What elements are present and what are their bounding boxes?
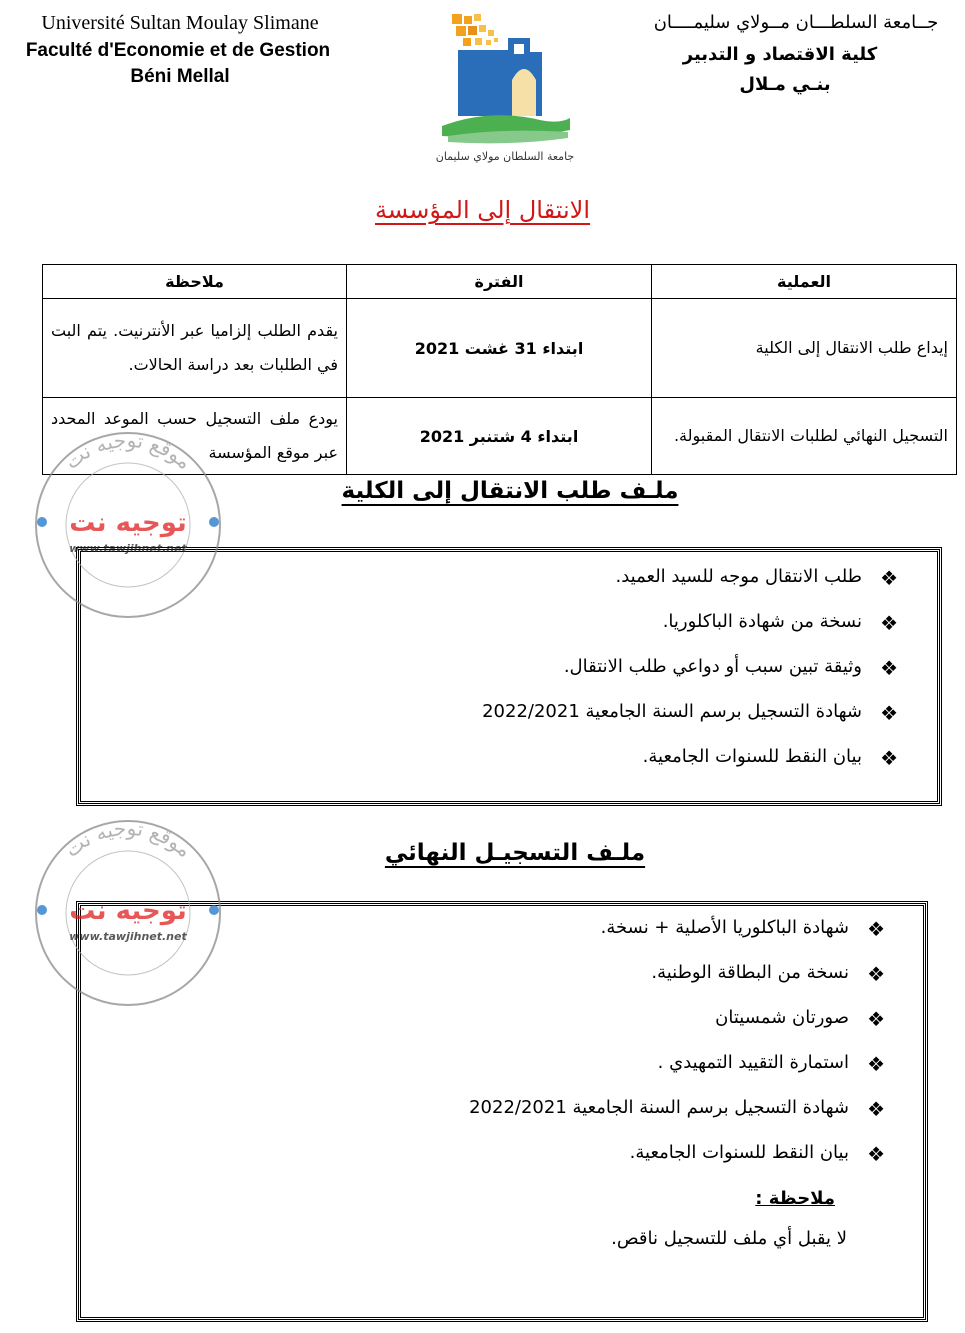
list-item: ❖ نسخة من البطاقة الوطنية. xyxy=(651,962,885,986)
list-item: ❖ صورتان شمسيتان xyxy=(715,1007,885,1031)
diamond-bullet-icon: ❖ xyxy=(867,1007,885,1031)
watermark-url: www.tawjihnet.net xyxy=(69,542,187,555)
watermark-arc-text: موقع توجيه نت xyxy=(59,815,197,863)
cell-note: يودع ملف التسجيل حسب الموعد المحدد عبر موقع المؤسسة xyxy=(43,398,347,475)
header-period: الفترة xyxy=(347,265,652,299)
list-item: ❖ بيان النقط للسنوات الجامعية. xyxy=(642,746,898,770)
cell-note: يقدم الطلب إلزاميا عبر الأنترنيت. يتم البت في الطلبات بعد دراسة الحالات. xyxy=(43,299,347,398)
cell-period: ابتداء 4 شتنبر 2021 xyxy=(347,398,652,475)
list-item: ❖ نسخة من شهادة الباكلوريا. xyxy=(662,611,898,635)
diamond-bullet-icon: ❖ xyxy=(867,917,885,941)
logo-arch xyxy=(512,69,536,116)
watermark-brand: توجيه نت xyxy=(69,508,187,538)
list-item: ❖ استمارة التقييد التمهيدي . xyxy=(657,1052,885,1076)
cell-operation: إيداع طلب الانتقال إلى الكلية xyxy=(652,299,957,398)
watermark-arc-text: موقع توجيه نت xyxy=(59,427,197,475)
cell-operation: التسجيل النهائي لطلبات الانتقال المقبولة. xyxy=(652,398,957,475)
list-item: ❖ بيان النقط للسنوات الجامعية. xyxy=(629,1142,885,1166)
list-item: ❖ طلب الانتقال موجه للسيد العميد. xyxy=(615,566,898,590)
list-item: ❖ شهادة الباكلوريا الأصلية + نسخة. xyxy=(600,917,885,941)
ar-faculty-name: كلية الاقتصاد و التدبير xyxy=(682,44,878,65)
ar-university-name: جــامعة السلطـــان مــولاي سليمــــان xyxy=(653,12,939,33)
diamond-bullet-icon: ❖ xyxy=(880,611,898,635)
logo-caption: جامعة السلطان مولاي سليمان xyxy=(435,150,575,163)
watermark-brand: توجيه نت xyxy=(69,896,187,926)
header-operation: العملية xyxy=(652,265,957,299)
note-label: ملاحظة : xyxy=(755,1188,835,1209)
fr-faculty-name: Faculté d'Economie et de Gestion xyxy=(25,40,331,61)
watermark-url: www.tawjihnet.net xyxy=(69,930,187,943)
diamond-bullet-icon: ❖ xyxy=(867,1142,885,1166)
table-header-row xyxy=(43,265,957,299)
page-title: الانتقال إلى المؤسسة xyxy=(374,196,591,224)
header-note: ملاحظة xyxy=(43,265,347,299)
diamond-bullet-icon: ❖ xyxy=(867,1052,885,1076)
section2-title: ملـف التسجيـل النهائي xyxy=(384,840,646,866)
list-item: ❖ وثيقة تبين سبب أو دواعي طلب الانتقال. xyxy=(563,656,898,680)
diamond-bullet-icon: ❖ xyxy=(880,746,898,770)
section1-title: ملـف طلب الانتقال إلى الكلية xyxy=(341,478,679,504)
note-text: لا يقبل أي ملف للتسجيل ناقص. xyxy=(611,1228,847,1249)
list-item: ❖ شهادة التسجيل برسم السنة الجامعية 2022/2021 xyxy=(469,1097,885,1121)
diamond-bullet-icon: ❖ xyxy=(880,656,898,680)
diamond-bullet-icon: ❖ xyxy=(867,1097,885,1121)
diamond-bullet-icon: ❖ xyxy=(880,701,898,725)
table-row xyxy=(43,299,957,398)
fr-city-name: Béni Mellal xyxy=(130,66,230,87)
fr-university-name: Université Sultan Moulay Slimane xyxy=(41,12,319,34)
list-item: ❖ شهادة التسجيل برسم السنة الجامعية 2022/2021 xyxy=(482,701,898,725)
logo-pixel-squares xyxy=(452,14,498,46)
watermark-stamp xyxy=(28,425,228,625)
cell-period: ابتداء 31 غشت 2021 xyxy=(347,299,652,398)
diamond-bullet-icon: ❖ xyxy=(880,566,898,590)
watermark-stamp xyxy=(28,813,228,1013)
diamond-bullet-icon: ❖ xyxy=(867,962,885,986)
ar-city-name: بنـي مـلال xyxy=(739,74,831,95)
university-logo xyxy=(430,8,580,170)
